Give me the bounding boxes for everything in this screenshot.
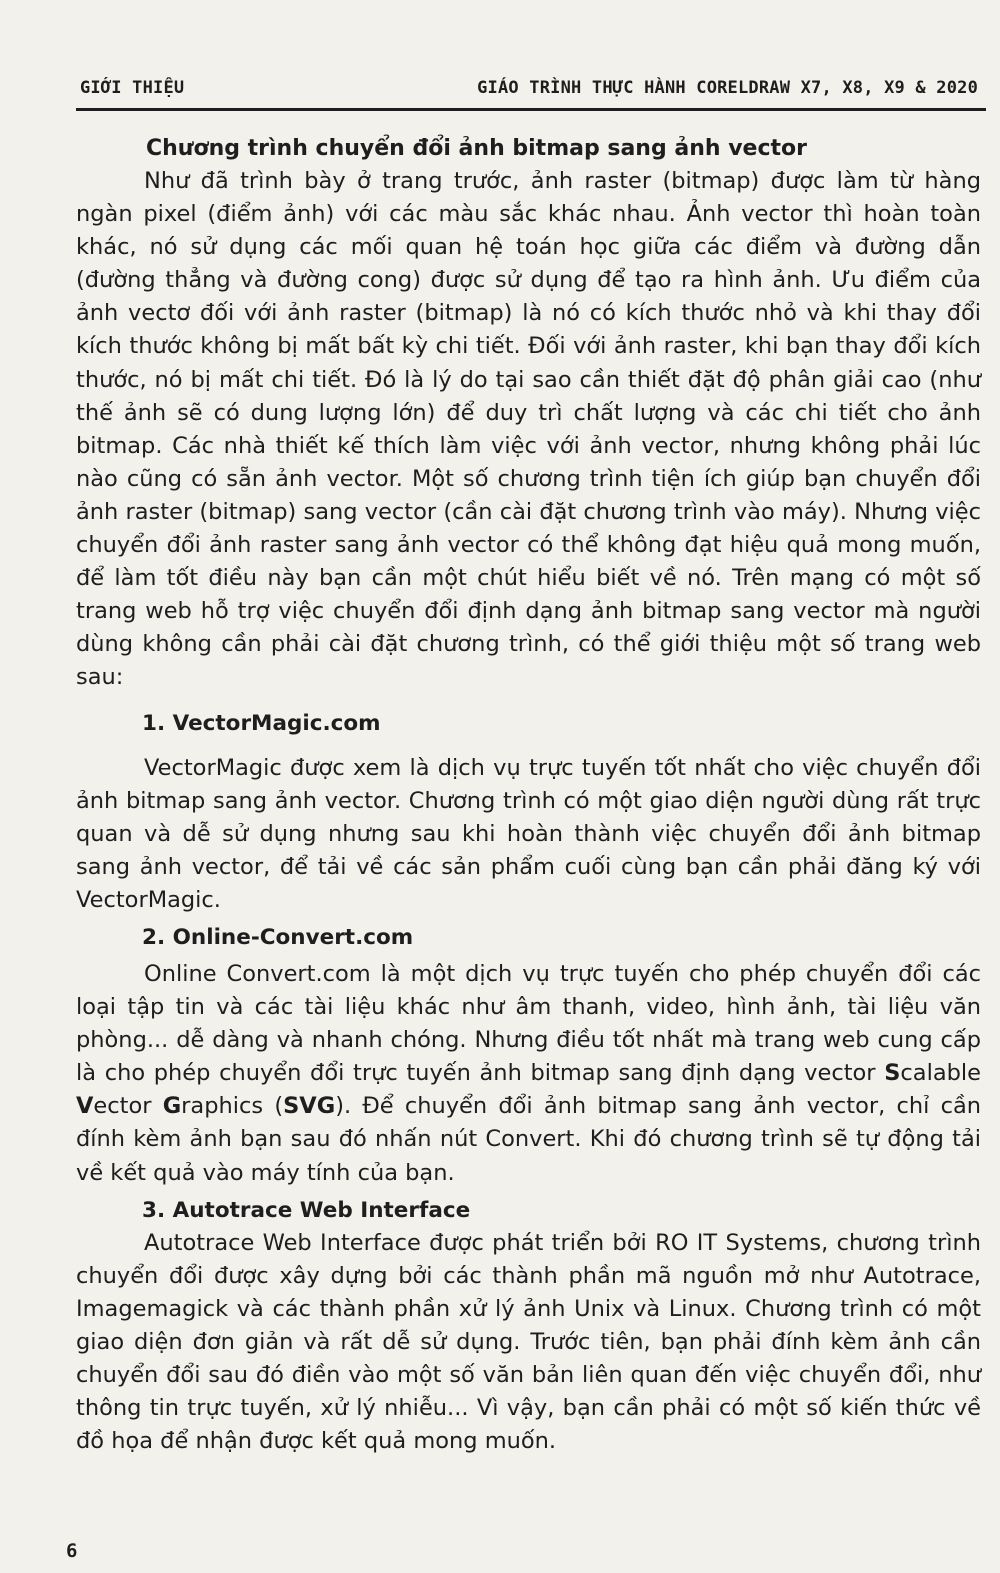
text-ector: ector (93, 1093, 163, 1120)
bold-s: S (884, 1060, 901, 1087)
heading-vectormagic: 1. VectorMagic.com (142, 710, 381, 736)
paragraph-online-convert (76, 958, 981, 1190)
bold-g: G (162, 1093, 182, 1120)
heading-online-convert: 2. Online-Convert.com (142, 924, 414, 950)
text-raphics: raphics ( (181, 1093, 284, 1120)
heading-autotrace: 3. Autotrace Web Interface (142, 1197, 471, 1223)
bold-svg: SVG (283, 1093, 336, 1120)
paragraph-autotrace: Autotrace Web Interface được phát triển bởi RO IT Systems, chương trình chuyển đổi được xây dựng bởi các thành phần mã nguồn mở như Autotrace, Imagemagick và các thành phần xử lý ảnh Unix và Linux. Chương trình có một giao diện đơn giản và rất dễ sử dụng. Trước tiên, bạn phải đính kèm ảnh cần chuyển đổi sau đó điền vào một số văn bản liên quan đến việc chuyển đổi, như thông tin trực tuyến, xử lý nhiễu... Vì vậy, bạn cần phải có một số kiến thức về đồ họa để nhận được kết quả mong muốn. (76, 1229, 981, 1455)
page-content (76, 132, 981, 1458)
page-number: 6 (66, 1540, 78, 1562)
bold-v: V (76, 1093, 94, 1120)
text-calable: calable (900, 1060, 981, 1087)
paragraph-vectormagic: VectorMagic được xem là dịch vụ trực tuyến tốt nhất cho việc chuyển đổi ảnh bitmap sang ảnh vector. Chương trình có một giao diện người dùng rất trực quan và dễ sử dụng nhưng sau khi hoàn thành việc chuyển đổi ảnh bitmap sang ảnh vector, để tải về các sản phẩm cuối cùng bạn cần phải đăng ký với VectorMagic. (76, 754, 981, 913)
online-convert-text-1: Online Convert.com là một dịch vụ trực tuyến cho phép chuyển đổi các loại tập tin và các tài liệu khác như âm thanh, video, hình ảnh, tài liệu văn phòng... dễ dàng và nhanh chóng. Nhưng điều tốt nhất mà trang web cung cấp là cho phép chuyển đổi trực tuyến ảnh bitmap sang định dạng vector (76, 960, 981, 1087)
section-title: Chương trình chuyển đổi ảnh bitmap sang ảnh vector (146, 136, 807, 161)
online-convert-text-2: ). Để chuyển đổi ảnh bitmap sang ảnh vector, chỉ cần đính kèm ảnh bạn sau đó nhấn nút Convert. Khi đó chương trình sẽ tự động tải về kết quả vào máy tính của bạn. (76, 1093, 981, 1186)
running-header (76, 72, 986, 111)
intro-paragraph: Như đã trình bày ở trang trước, ảnh raster (bitmap) được làm từ hàng ngàn pixel (điểm ảnh) với các màu sắc khác nhau. Ảnh vector thì hoàn toàn khác, nó sử dụng các mối quan hệ toán học giữa các điểm và đường dẫn (đường thẳng và đường cong) được sử dụng để tạo ra hình ảnh. Ưu điểm của ảnh vectơ đối với ảnh raster (bitmap) là nó có kích thước nhỏ và khi thay đổi kích thước không bị mất bất kỳ chi tiết. Đối với ảnh raster, khi bạn thay đổi kích thước, nó bị mất chi tiết. Đó là lý do tại sao cần thiết đặt độ phân giải cao (như thế ảnh sẽ có dung lượng lớn) để duy trì chất lượng và các chi tiết cho ảnh bitmap. Các nhà thiết kế thích làm việc với ảnh vector, nhưng không phải lúc nào cũng có sẵn ảnh vector. Một số chương trình tiện ích giúp bạn chuyển đổi ảnh raster (bitmap) sang vector (cần cài đặt chương trình vào máy). Nhưng việc chuyển đổi ảnh raster sang ảnh vector có thể không đạt hiệu quả mong muốn, để làm tốt điều này bạn cần một chút hiểu biết về nó. Trên mạng có một số trang web hỗ trợ việc chuyển đổi định dạng ảnh bitmap sang vector mà người dùng không cần phải cài đặt chương trình, có thể giới thiệu một số trang web sau: (76, 168, 981, 691)
header-book-title: GIÁO TRÌNH THỰC HÀNH CORELDRAW X7, X8, X9 & 2020 (477, 78, 978, 98)
header-section-label: GIỚI THIỆU (80, 78, 185, 98)
